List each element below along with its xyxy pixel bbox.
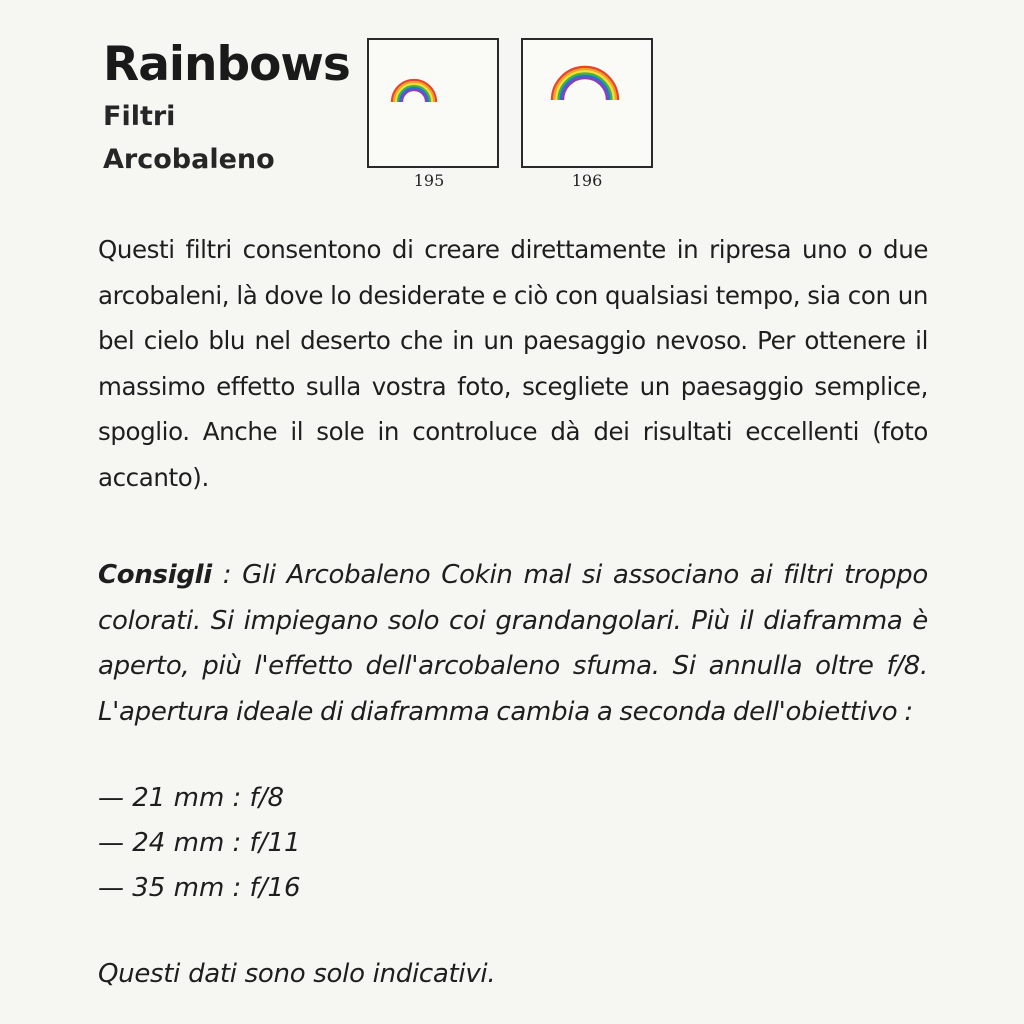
filter-196-swatch — [521, 38, 653, 168]
tips-label: Consigli — [98, 560, 212, 590]
aperture-list — [98, 776, 301, 911]
tips-paragraph — [98, 553, 928, 735]
filter-195-number: 195 — [413, 171, 445, 190]
description-paragraph: Questi filtri consentono di creare direttamente in ripresa uno o due arcobaleni, là dove lo desiderate e ciò con qualsiasi tempo, sia con un bel cielo blu nel deserto che in un paesaggio nevoso. Per ottenere il massimo effetto sulla vostra foto, scegliete un paesaggio semplice, spoglio. Anche il sole in controluce dà dei risultati eccellenti (foto accanto). — [98, 235, 928, 492]
tips-separator: : — [211, 560, 243, 590]
filter-196-number: 196 — [571, 171, 603, 190]
filter-195-swatch — [367, 38, 499, 168]
single-rainbow-icon — [369, 40, 497, 166]
footnote: Questi dati sono solo indicativi. — [98, 959, 496, 989]
aperture-item-35mm: — 35 mm : f/16 — [98, 873, 301, 903]
subtitle-filtri: Filtri — [103, 101, 176, 132]
aperture-item-21mm: — 21 mm : f/8 — [98, 783, 285, 813]
tips-text: Gli Arcobaleno Cokin mal si associano ai filtri troppo colorati. Si impiegano solo coi grandangolari. Più il diaframma è aperto, più l'effetto dell'arcobaleno sfuma. Si annulla oltre f/8. L'apertura ideale di diaframma cambia a seconda dell'obiettivo : — [98, 560, 928, 727]
large-rainbow-icon — [523, 40, 651, 166]
subtitle-arcobaleno: Arcobaleno — [103, 144, 275, 175]
page-title: Rainbows — [103, 37, 350, 92]
aperture-item-24mm: — 24 mm : f/11 — [98, 828, 301, 858]
